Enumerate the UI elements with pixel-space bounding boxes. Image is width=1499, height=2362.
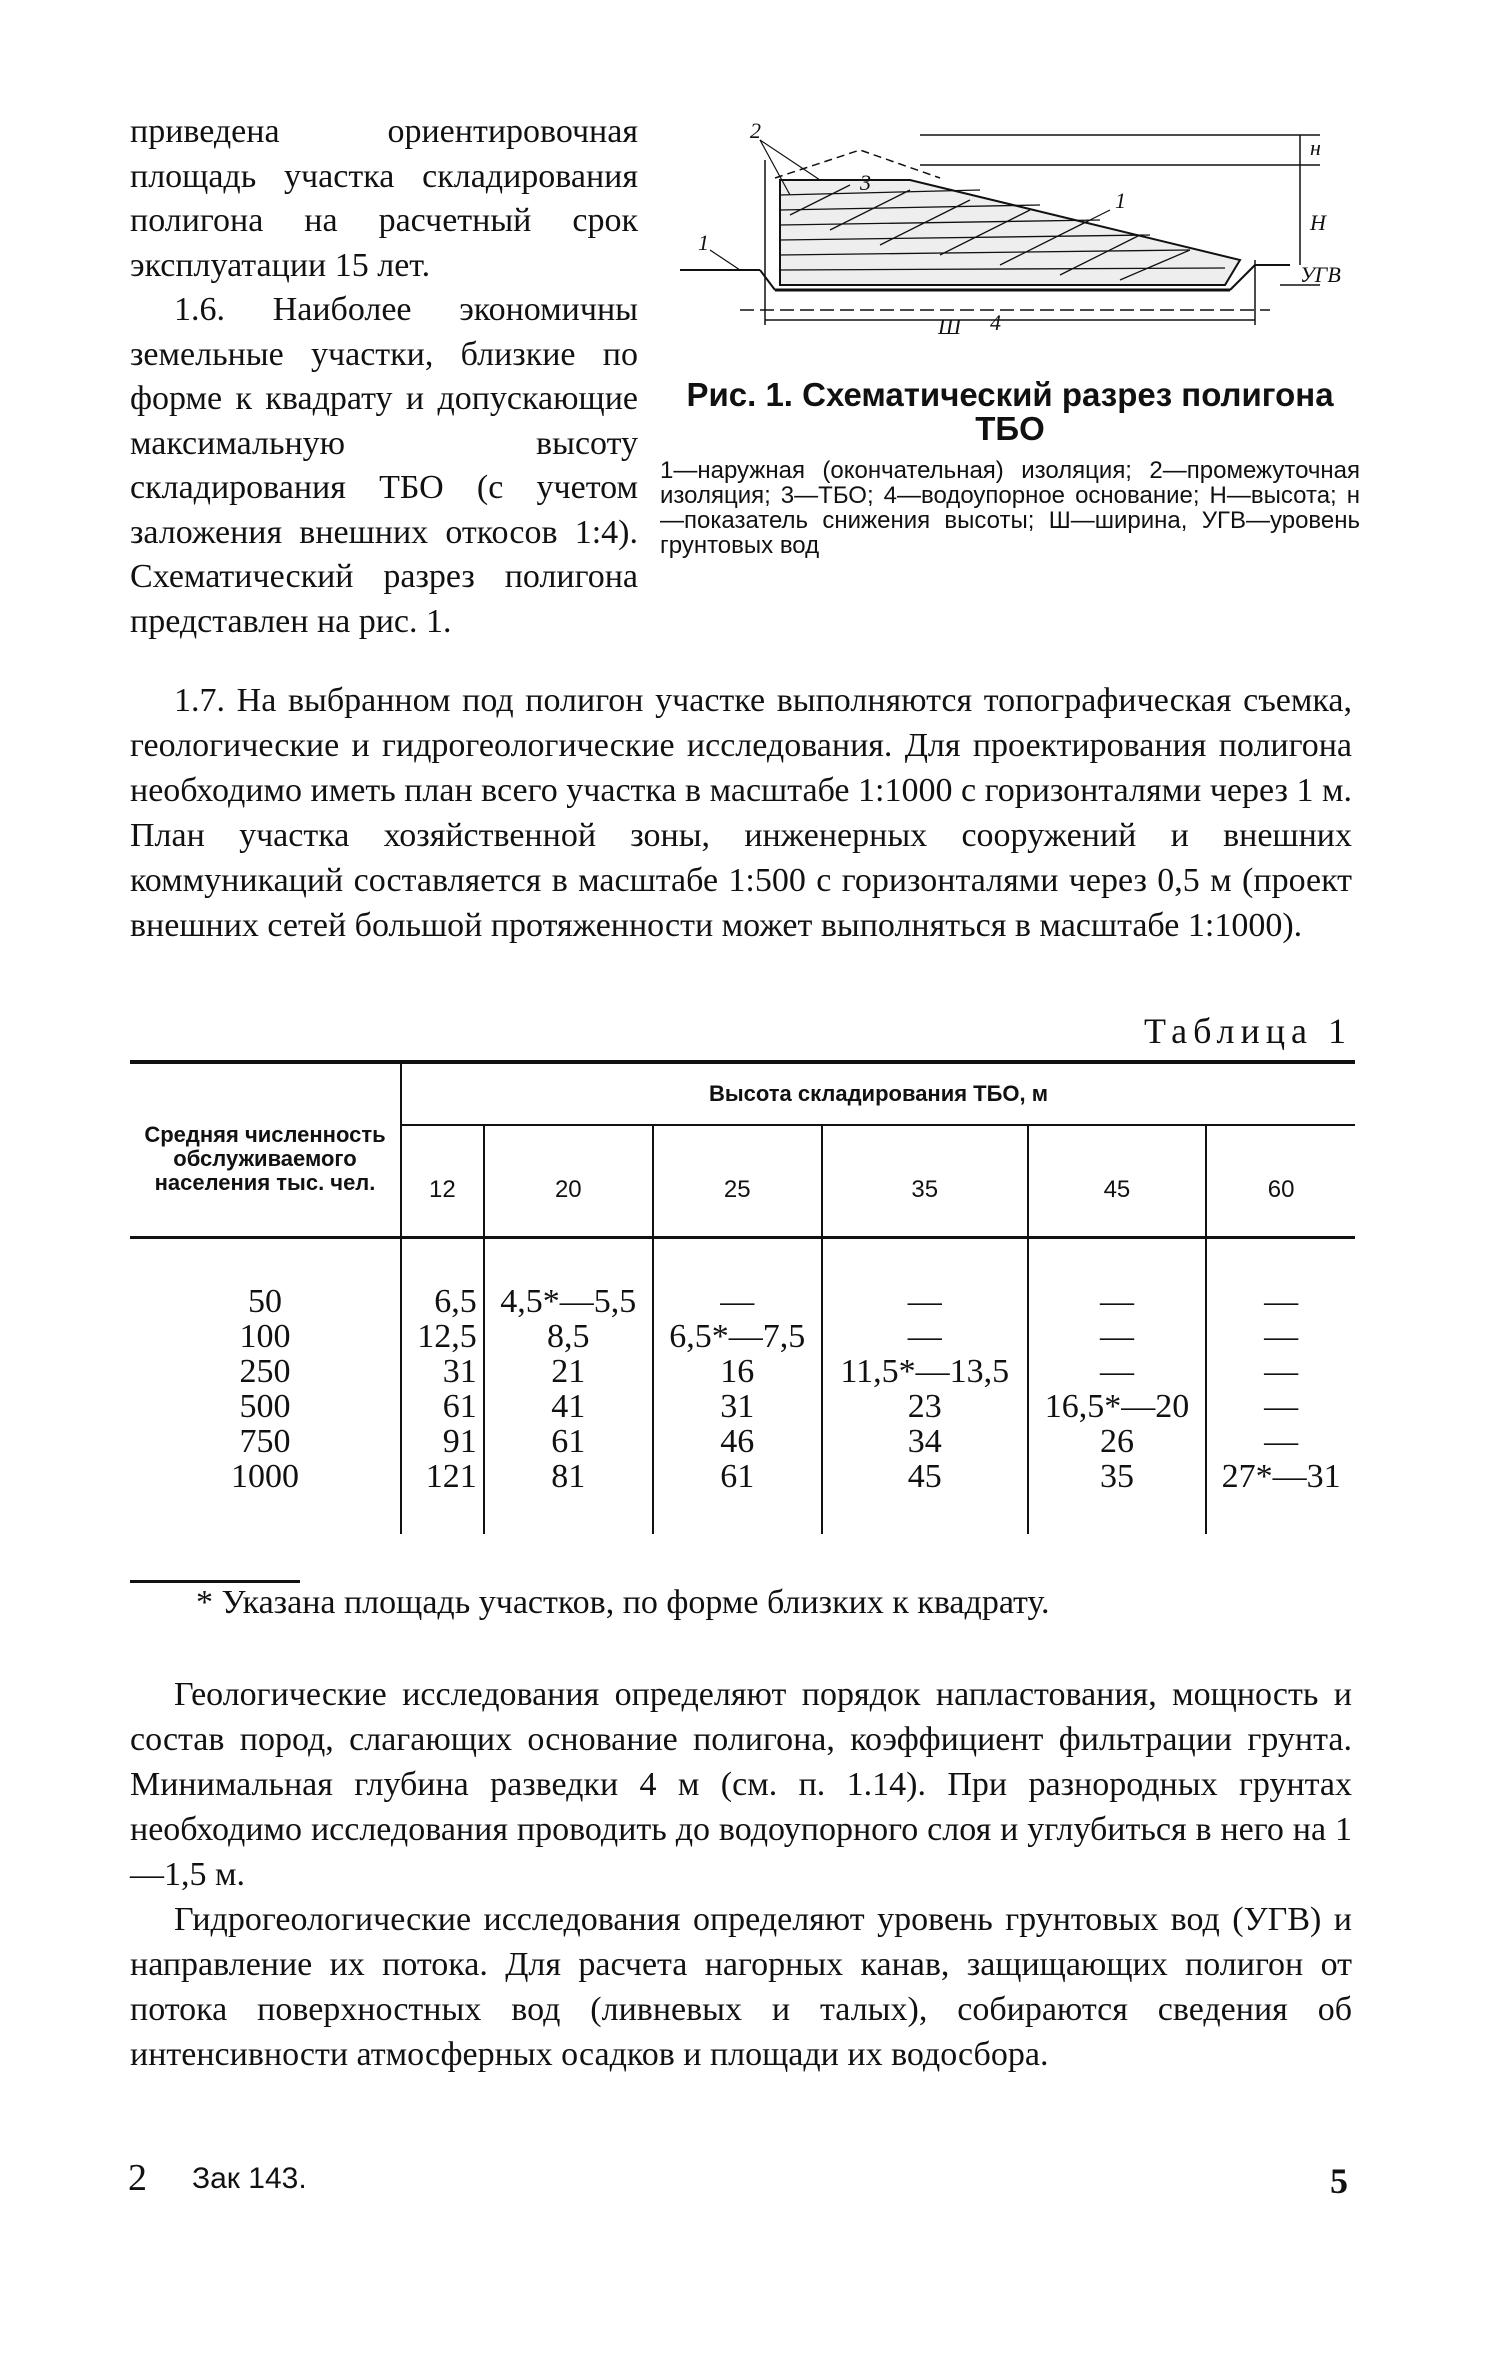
- table-group-header: Высота складирования ТБО, м: [401, 1064, 1355, 1125]
- table-cell: 61: [401, 1389, 484, 1424]
- table-cell: 8,5: [484, 1319, 653, 1354]
- paragraph-geological: Геологические исследования определяют порядок напластования, мощность и состав пород, слагающих основание полигона, коэффициент фильтрации грунта. Минимальная глубина разведки 4 м (см. п. 1.14). При разнородных грунтах необходимо исследования проводить до водоупорного слоя и углубиться в него на 1—1,5 м.: [130, 1676, 1352, 1893]
- table-cell: —: [1206, 1389, 1355, 1424]
- column-header: 25: [653, 1125, 822, 1254]
- left-column-text: [130, 110, 638, 644]
- figure-caption: Рис. 1. Схематический разрез полигона ТБО: [686, 376, 1334, 447]
- table-cell: 34: [822, 1424, 1028, 1459]
- landfill-cross-section-figure: [680, 120, 1360, 340]
- paragraph-1-6: 1.6. Наиболее экономичны земельные участки, близкие по форме к квадрату и допускающие максимальную высоту складирования ТБО (с учетом заложения внешних откосов 1:4). Схематический разрез полигона представлен на рис. 1.: [130, 291, 638, 640]
- table-cell: 61: [653, 1459, 822, 1534]
- table-cell: 23: [822, 1389, 1028, 1424]
- column-header: 60: [1206, 1125, 1355, 1254]
- table-cell: 26: [1028, 1424, 1207, 1459]
- table-cell: 6,5: [401, 1254, 484, 1319]
- table-cell: 16: [653, 1354, 822, 1389]
- table-row: [130, 1319, 1355, 1354]
- page-number: 5: [1330, 2161, 1348, 2201]
- table-cell: 16,5*—20: [1028, 1389, 1207, 1424]
- table-cell: 11,5*—13,5: [822, 1354, 1028, 1389]
- table-cell: 6,5*—7,5: [653, 1319, 822, 1354]
- table-row: [130, 1254, 1355, 1319]
- table-cell: 27*—31: [1206, 1459, 1355, 1534]
- table-row: [130, 1389, 1355, 1424]
- table-row: [130, 1459, 1355, 1534]
- figure-label-3: 3: [860, 170, 871, 195]
- table-cell: 61: [484, 1424, 653, 1459]
- population-cell: 750: [239, 1423, 291, 1460]
- table-footnote: * Указана площадь участков, по форме близких к квадрату.: [196, 1584, 1050, 1621]
- body-paragraphs-lower: [130, 1672, 1352, 2077]
- table-row: [130, 1354, 1355, 1389]
- table-cell: 45: [822, 1459, 1028, 1534]
- column-header: 12: [401, 1125, 484, 1254]
- body-paragraph-1-7-block: [130, 678, 1352, 948]
- order-number: Зак 143.: [192, 2162, 307, 2195]
- table-cell: 35: [1028, 1459, 1207, 1534]
- column-header: 20: [484, 1125, 653, 1254]
- table-cell: —: [1028, 1254, 1207, 1319]
- figure-label-width: Ш: [938, 314, 961, 339]
- population-cell: 500: [239, 1388, 291, 1425]
- figure-label-height: Н: [1310, 210, 1326, 235]
- figure-label-1-top: 1: [1115, 188, 1126, 213]
- table-cell: —: [1028, 1354, 1207, 1389]
- cross-section-diagram: [680, 120, 1360, 340]
- population-cell: 250: [239, 1353, 291, 1390]
- figure-label-1-left: 1: [698, 230, 709, 255]
- table-cell: —: [1206, 1254, 1355, 1319]
- table-cell: —: [822, 1319, 1028, 1354]
- population-cell: 1000: [231, 1458, 299, 1495]
- table-cell: —: [653, 1254, 822, 1319]
- table-cell: 31: [401, 1354, 484, 1389]
- figure-label-reduction: н: [1310, 135, 1321, 160]
- signature-number: 2: [128, 2157, 147, 2199]
- column-header: 45: [1028, 1125, 1207, 1254]
- data-table: [130, 1064, 1355, 1534]
- figure-label-groundwater: УГВ: [1300, 262, 1341, 287]
- table-cell: —: [1028, 1319, 1207, 1354]
- population-cell: 50: [248, 1283, 282, 1320]
- figure-label-2: 2: [750, 120, 761, 143]
- table-cell: —: [1206, 1319, 1355, 1354]
- table-cell: —: [822, 1254, 1028, 1319]
- footnote-rule: [130, 1580, 300, 1583]
- table-cell: 46: [653, 1424, 822, 1459]
- table-row: [130, 1424, 1355, 1459]
- table-cell: 21: [484, 1354, 653, 1389]
- table-cell: 41: [484, 1389, 653, 1424]
- table-cell: 81: [484, 1459, 653, 1534]
- paragraph-intro: приведена ориентировочная площадь участка складирования полигона на расчетный срок эксплуатации 15 лет.: [130, 113, 638, 284]
- paragraph-1-7: 1.7. На выбранном под полигон участке выполняются топографическая съемка, геологические и гидрогеологические исследования. Для проектирования полигона необходимо иметь план всего участка в масштабе 1:1000 с горизонталями через 1 м. План участка хозяйственной зоны, инженерных сооружений и внешних коммуникаций составляется в масштабе 1:500 с горизонталями через 0,5 м (проект внешних сетей большой протяженности может выполняться в масштабе 1:1000).: [130, 682, 1352, 944]
- table-cell: 91: [401, 1424, 484, 1459]
- table-cell: 31: [653, 1389, 822, 1424]
- table-cell: 12,5: [401, 1319, 484, 1354]
- table-label: Таблица 1: [1144, 1011, 1352, 1051]
- column-header: 35: [822, 1125, 1028, 1254]
- table-cell: 4,5*—5,5: [484, 1254, 653, 1319]
- figure-label-4: 4: [990, 310, 1001, 335]
- table-cell: —: [1206, 1424, 1355, 1459]
- table-cell: 121: [401, 1459, 484, 1534]
- figure-legend: 1—наружная (окончательная) изоляция; 2—промежуточная изоляция; 3—ТБО; 4—водоупорное основание; Н—высота; н—показатель снижения высоты; Ш—ширина, УГВ—уровень грунтовых вод: [660, 457, 1360, 559]
- paragraph-hydrogeological: Гидрогеологические исследования определяют уровень грунтовых вод (УГВ) и направление их потока. Для расчета нагорных канав, защищающих полигон от потока поверхностных вод (ливневых и талых), собираются сведения об интенсивности атмосферных осадков и площади их водосбора.: [130, 1901, 1352, 2073]
- population-cell: 100: [239, 1318, 291, 1355]
- table-row-header: Средняя численность обслуживаемого населения тыс. чел.: [144, 1122, 386, 1195]
- table-cell: —: [1206, 1354, 1355, 1389]
